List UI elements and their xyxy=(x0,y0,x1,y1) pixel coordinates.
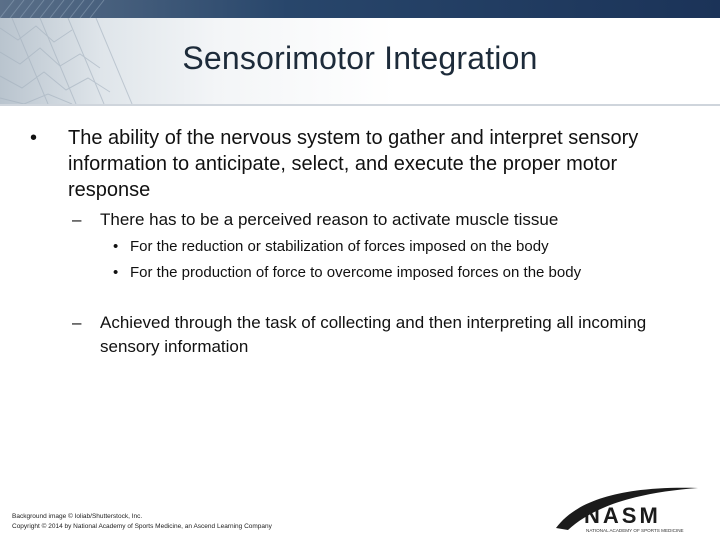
bullet-level2 xyxy=(72,311,670,359)
slide-title: Sensorimotor Integration xyxy=(182,40,538,76)
bullet-level3 xyxy=(113,235,650,259)
dash-marker: – xyxy=(72,210,82,229)
bullet-level3 xyxy=(113,261,650,284)
bullet-level2-text: Achieved through the task of collecting and then interpreting all incoming sensory information xyxy=(100,313,647,356)
bullet-marker: • xyxy=(113,238,119,255)
bullet-level2-text: There has to be a perceived reason to activate muscle tissue xyxy=(100,210,559,229)
bullet-marker: • xyxy=(113,264,119,281)
bullet-marker: • xyxy=(30,127,38,149)
nasm-logo xyxy=(548,484,714,534)
title-panel xyxy=(0,18,720,104)
header-band-pattern xyxy=(0,0,720,18)
bullet-level2 xyxy=(72,208,670,232)
top-header-band xyxy=(0,0,720,18)
background-image-credit: Background image © Ioliab/Shutterstock, Inc. xyxy=(12,513,143,520)
logo-wordmark: NASM xyxy=(584,503,661,528)
bullet-level1 xyxy=(30,125,658,203)
dash-marker: – xyxy=(72,313,82,332)
title-divider xyxy=(0,104,720,106)
copyright-notice: Copyright © 2014 by National Academy of Sports Medicine, an Ascend Learning Company xyxy=(12,523,272,530)
bullet-level3-text: For the reduction or stabilization of forces imposed on the body xyxy=(130,238,549,255)
logo-tagline: NATIONAL ACADEMY OF SPORTS MEDICINE xyxy=(586,528,684,533)
nasm-logo-graphic xyxy=(548,484,714,534)
footer-credits xyxy=(12,512,272,532)
bullet-level1-text: The ability of the nervous system to gather and interpret sensory information to anticipate, select, and execute the proper motor response xyxy=(68,127,639,201)
bullet-level3-text: For the production of force to overcome imposed forces on the body xyxy=(130,264,582,281)
